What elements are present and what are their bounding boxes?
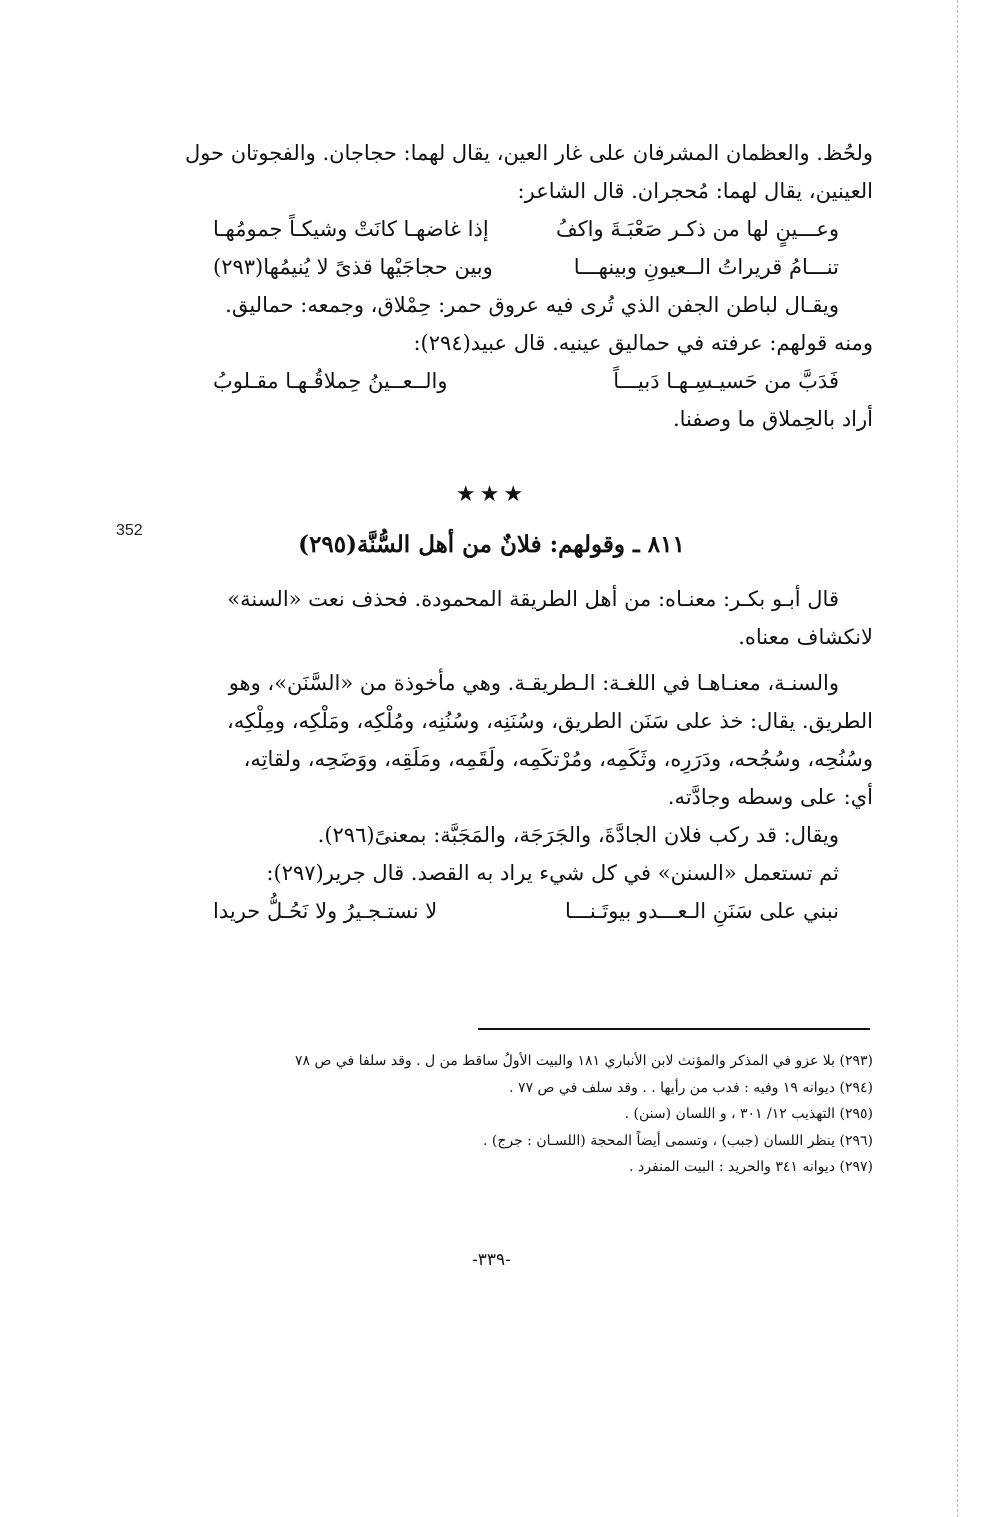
footnote: (٢٩٧) ديوانه ٣٤١ والحريد : البيت المنفرد . — [629, 1159, 873, 1175]
verse-hemistich-first: تنـــامُ قريراتُ الــعيونِ وبينهـــا — [573, 255, 839, 279]
body-line: الطريق. يقال: خذ على سَنَن الطريق، وسُنَنِه، وسُنُنِه، ومُلْكِه، ومَلْكِه، ومِلْكِه، — [227, 709, 873, 733]
body-line: ومنه قولهم: عرفته في حماليق عينيه. قال عبيد(٢٩٤): — [413, 331, 873, 355]
body-line: والسنـة، معنـاهـا في اللغـة: الـطريقـة. وهي مأخوذة من «السَّنَن»، وهو — [228, 671, 839, 695]
scan-margin-line — [957, 0, 958, 1517]
section-separator: ★★★ — [455, 482, 528, 507]
body-line: وسُنُحِه، وسُجُحه، ودَرَرِه، وثَكَمِه، ومُرْتكَمِه، ولَقَمِه، ومَلَقِه، ووَضَحِه، ولقاتِه، — [243, 747, 873, 771]
body-line: أراد بالحِملاق ما وصفنا. — [672, 407, 873, 431]
verse-hemistich-first: وعـــينٍ لها من ذكـر صَعْبَـةَ واكفُ — [555, 217, 839, 241]
verse-line — [185, 362, 873, 400]
text-block-bottom — [185, 580, 873, 930]
footnotes — [193, 1048, 873, 1181]
margin-page-number: 352 — [116, 522, 143, 539]
verse-hemistich-second: إذا غاضهـا كانَتْ وشيكـاً جمومُهـا — [213, 217, 489, 241]
entry-heading: ٨١١ ـ وقولهم: فلانٌ من أهل السُّنَّة(٢٩٥) — [298, 531, 685, 558]
body-line: ولحُظ. والعظمان المشرفان على غار العين، يقال لهما: حجاجان. والفجوتان حول — [184, 141, 873, 165]
body-line: ويقـال لباطن الجفن الذي تُرى فيه عروق حمر: حِمْلاق، وجمعه: حماليق. — [225, 293, 839, 317]
body-line: أي: على وسطه وجادَّته. — [667, 785, 873, 809]
verse-hemistich-first: فَدَبَّ من حَسيـسِـهـا دَبيـــاً — [613, 369, 839, 393]
body-line: ثم تستعمل «السنن» في كل شيء يراد به القصد. قال جرير(٢٩٧): — [266, 861, 839, 885]
body-line: قال أبـو بكـر: معنـاه: من أهل الطريقة المحمودة. فحذف نعت «السنة» — [227, 587, 839, 611]
footnote: (٢٩٣) بلا عزو في المذكر والمؤنث لابن الأنباري ١٨١ والبيت الأولُ ساقط من ل . وقد سلفا في ص ٧٨ — [295, 1053, 873, 1069]
body-line: ويقال: قد ركب فلان الجادَّةَ، والجَرَجَة، والمَجَبَّة: بمعنىً(٢٩٦). — [317, 823, 839, 847]
page-number: -٣٣٩- — [472, 1250, 511, 1270]
verse-hemistich-second: وبين حجاجَيْها قذىً لا يُنيمُها(٢٩٣) — [213, 255, 493, 279]
verse-line — [185, 248, 873, 286]
body-line: لانكشاف معناه. — [738, 625, 873, 649]
footnote-divider — [478, 1028, 870, 1030]
verse-line — [185, 892, 873, 930]
verse-line — [185, 210, 873, 248]
body-line: العينين، يقال لهما: مُحجران. قال الشاعر: — [517, 179, 873, 203]
footnote: (٢٩٥) التهذيب ١٢/ ٣٠١ ، و اللسان (سنن) . — [624, 1106, 873, 1122]
text-block-top — [185, 134, 873, 438]
footnote: (٢٩٤) ديوانه ١٩ وفيه : فدب من رأيها . . وقد سلف في ص ٧٧ . — [509, 1079, 873, 1096]
verse-hemistich-second: والــعــينُ حِملاقُـهـا مقـلوبُ — [213, 369, 448, 393]
footnote: (٢٩٦) ينظر اللسان (جبب) ، وتسمى أيضاً المحجة (اللسـان : جرج) . — [482, 1132, 873, 1149]
verse-hemistich-second: لا نستـجـيرُ ولا نَحُـلُّ حريدا — [213, 899, 438, 923]
verse-hemistich-first: نبني على سَنَنِ الـعـــدو بيوتَـنـــا — [565, 899, 839, 923]
